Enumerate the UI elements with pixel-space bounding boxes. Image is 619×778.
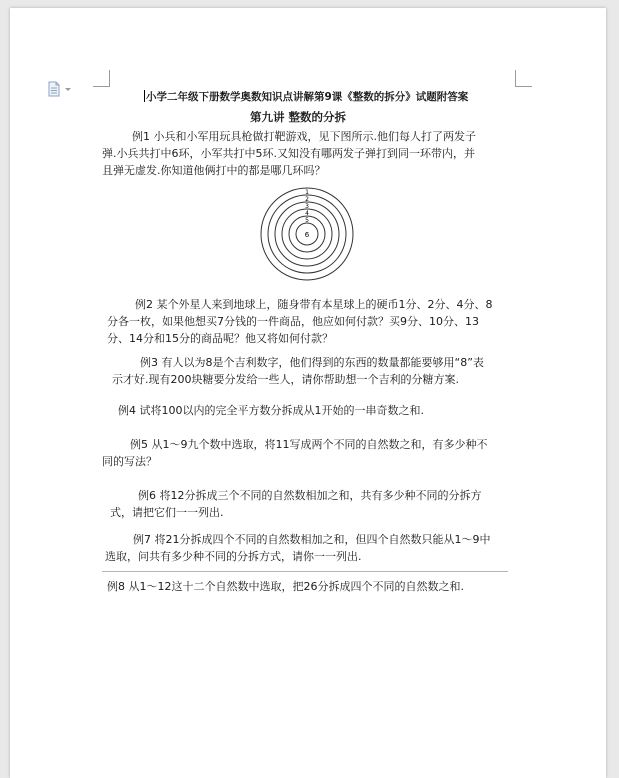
example-line: 例5 从1～9九个数中选取，将11写成两个不同的自然数之和，有多少种不 <box>130 438 488 451</box>
horizontal-rule <box>102 571 508 572</box>
example-line: 例7 将21分拆成四个不同的自然数相加之和，但四个自然数只能从1～9中 <box>133 533 491 546</box>
lecture-heading: 第九讲 整数的分拆 <box>250 110 347 124</box>
example-line: 分、14分和15分的商品呢？他又将如何付款？ <box>107 332 333 345</box>
example-5 <box>102 436 488 470</box>
shooting-target-diagram <box>259 186 355 282</box>
example-7 <box>105 531 491 565</box>
example-4 <box>118 402 424 419</box>
ring-label: 5 <box>305 217 309 224</box>
example-3 <box>112 354 484 388</box>
example-line: 例2 某个外星人来到地球上，随身带有本星球上的硬币1分、2分、4分、8 <box>135 298 493 311</box>
example-line: 例3 有人以为8是个吉利数字，他们得到的东西的数量都能要够用“8”表 <box>140 356 484 369</box>
document-page <box>10 8 606 778</box>
example-line: 同的写法？ <box>102 455 157 468</box>
ring-label: 2 <box>305 196 309 203</box>
example-line: 例6 将12分拆成三个不同的自然数相加之和，共有多少种不同的分拆方 <box>138 489 482 502</box>
example-line: 弹.小兵共打中6环，小军共打中5环.又知没有哪两发子弹打到同一环带内，并 <box>102 147 475 160</box>
ring-label: 4 <box>305 210 309 217</box>
example-2 <box>107 296 493 347</box>
ring-label: 6 <box>304 231 310 239</box>
example-8 <box>107 578 464 595</box>
example-line: 例4 试将100以内的完全平方数分拆成从1开始的一串奇数之和. <box>118 404 424 417</box>
example-line: 选取，问共有多少种不同的分拆方式，请你一一列出. <box>105 550 362 563</box>
crop-mark-top-left <box>93 70 110 87</box>
ring-label: 3 <box>305 203 309 210</box>
example-line: 例8 从1～12这十二个自然数中选取，把26分拆成四个不同的自然数之和. <box>107 580 464 593</box>
example-6 <box>110 487 482 521</box>
example-line: 式，请把它们一一列出. <box>110 506 224 519</box>
document-title-text: 小学二年级下册数学奥数知识点讲解第9课《整数的拆分》试题附答案 <box>146 91 469 103</box>
document-icon[interactable] <box>47 81 75 97</box>
example-line: 例1 小兵和小军用玩具枪做打靶游戏，见下图所示.他们每人打了两发子 <box>132 130 476 143</box>
document-title <box>144 89 484 104</box>
example-line: 分各一枚，如果他想买7分钱的一件商品，他应如何付款？买9分、10分、13 <box>107 315 479 328</box>
example-line: 且弹无虚发.你知道他俩打中的都是哪几环吗？ <box>102 164 326 177</box>
text-cursor <box>144 90 145 102</box>
crop-mark-top-right <box>515 70 532 87</box>
example-1 <box>102 128 476 179</box>
ring-label: 1 <box>305 189 309 196</box>
example-line: 示才好.现有200块糖要分发给一些人，请你帮助想一个吉利的分糖方案. <box>112 373 459 386</box>
